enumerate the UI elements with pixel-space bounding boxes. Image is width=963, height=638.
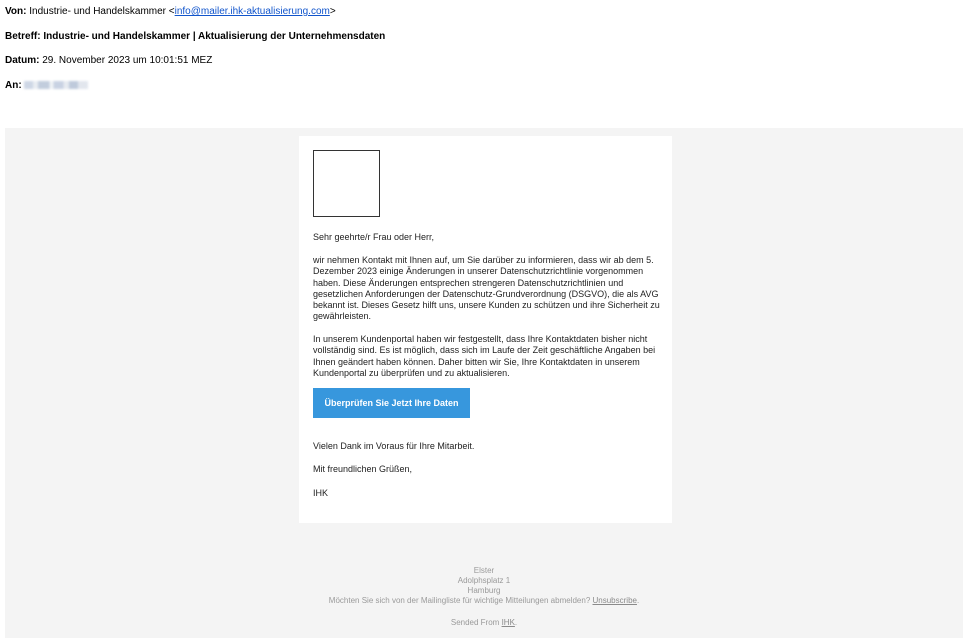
from-name: Industrie- und Handelskammer < xyxy=(29,6,175,17)
greeting: Sehr geehrte/r Frau oder Herr, xyxy=(313,232,435,242)
footer-sent-line xyxy=(5,618,963,628)
from-label: Von: xyxy=(5,6,27,17)
sent-link[interactable]: IHK xyxy=(501,618,515,627)
from-close: > xyxy=(329,6,336,17)
footer-unsubscribe-line xyxy=(5,596,963,606)
logo-placeholder-image xyxy=(313,150,380,217)
closing-text: Mit freundlichen Grüßen, xyxy=(313,464,413,474)
subject-label: Betreff: xyxy=(5,31,41,42)
verify-data-button[interactable]: Überprüfen Sie Jetzt Ihre Daten xyxy=(313,388,470,418)
to-line xyxy=(5,80,88,92)
to-label: An: xyxy=(5,80,22,91)
date-label: Datum: xyxy=(5,55,40,66)
thanks-text: Vielen Dank im Voraus für Ihre Mitarbeit. xyxy=(313,441,475,451)
footer-line-1: Elster xyxy=(473,566,495,575)
sent-text: Sended From xyxy=(450,618,500,627)
subject-text: Industrie- und Handelskammer | Aktualisierung der Unternehmensdaten xyxy=(43,31,386,42)
unsubscribe-end: . xyxy=(636,596,640,605)
unsubscribe-text: Möchten Sie sich von der Mailingliste für wichtige Mitteilungen abmelden? xyxy=(328,596,591,605)
paragraph-2: In unserem Kundenportal haben wir festgestellt, dass Ihre Kontaktdaten bisher nicht vollständig sind. Es ist möglich, dass sich im Laufe der Zeit geschäftliche Angaben bei Ihnen geändert haben können. Daher bitten wir Sie, Ihre Kontaktdaten in unserem Kundenportal zu überprüfen und zu aktualisieren. xyxy=(313,334,656,378)
date-line xyxy=(5,55,212,67)
date-text: 29. November 2023 um 10:01:51 MEZ xyxy=(42,55,213,66)
unsubscribe-link[interactable]: Unsubscribe xyxy=(592,596,637,605)
footer-line-3: Hamburg xyxy=(467,586,501,595)
subject-line xyxy=(5,31,385,43)
from-line xyxy=(5,6,336,18)
footer-address xyxy=(5,566,963,606)
from-email-link[interactable]: info@mailer.ihk-aktualisierung.com xyxy=(174,6,330,17)
sent-end: . xyxy=(514,618,518,627)
redacted-recipient xyxy=(24,81,88,89)
footer-line-2: Adolphsplatz 1 xyxy=(457,576,511,585)
paragraph-1: wir nehmen Kontakt mit Ihnen auf, um Sie darüber zu informieren, dass wir ab dem 5. Dezember 2023 einige Änderungen in unserer Datenschutzrichtlinie vorgenommen haben. Diese Änderungen entsprechen strengeren Datenschutzrichtlinien und gesetzlichen Anforderungen der Datenschutz-Grundverordnung (DSGVO), die als AVG bekannt ist. Dieses Gesetz hilft uns, unsere Kunden zu schützen und ihre Sicherheit zu gewährleisten. xyxy=(313,255,660,322)
email-card xyxy=(299,136,672,523)
signature: IHK xyxy=(313,488,329,498)
